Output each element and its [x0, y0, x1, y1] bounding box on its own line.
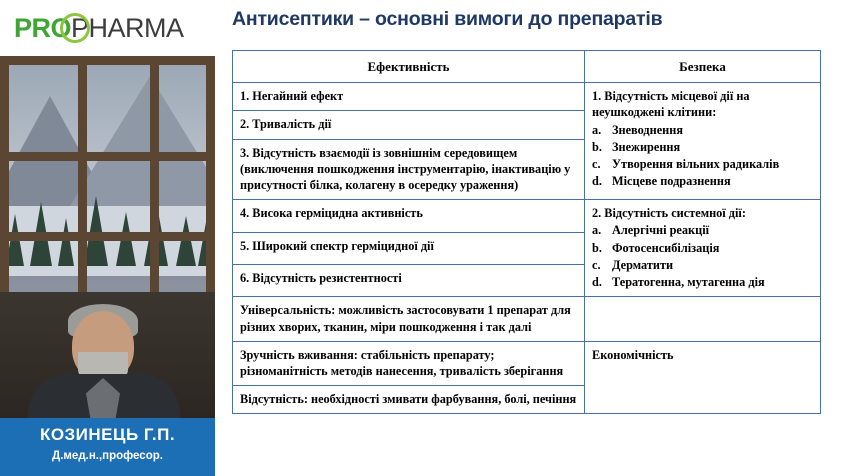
table-row: [233, 83, 821, 111]
column-header-safety: Безпека: [585, 51, 821, 83]
table-row: [233, 200, 821, 232]
cell-efficacy-5: 5. Широкий спектр гермiцидної дії: [233, 232, 585, 264]
list-marker: a.: [592, 122, 602, 137]
list-item: [592, 156, 813, 172]
list-marker: d.: [592, 174, 602, 189]
tree-icon: [176, 216, 196, 266]
cell-efficacy-4: 4. Висока гермiцидна активність: [233, 200, 585, 232]
cell-efficacy-1: 1. Негайний ефект: [233, 83, 585, 111]
list-item: [592, 173, 813, 189]
cell-efficacy-3: 3. Відсутність взаємодії із зовнішнім середовищем (виключення пошкодження інструментарію, інактивацію у присутності білка, колагену в осередку ураження): [233, 139, 585, 200]
cell-efficacy-2: 2. Тривалість дії: [233, 111, 585, 139]
list-marker: c.: [592, 157, 601, 172]
list-text: Фотосенсибілізація: [612, 240, 720, 255]
tree-line: [0, 166, 215, 276]
list-marker: d.: [592, 275, 602, 290]
column-header-efficacy: Ефективність: [233, 51, 585, 83]
list-text: Тератогенна, мутагенна дія: [612, 275, 765, 290]
table-row: [233, 297, 821, 341]
list-text: Знежирення: [612, 139, 681, 154]
list-item: [592, 274, 813, 290]
window-frame-bar: [0, 56, 9, 316]
requirements-table: [232, 50, 821, 414]
table-row: [233, 341, 821, 385]
tree-icon: [84, 196, 108, 266]
cell-convenience: Зручність вживання: стабільність препарату; різноманітність методів нанесення, тривалість зберігання: [233, 341, 585, 385]
video-panel: [0, 0, 215, 476]
logo-circle-icon: [60, 13, 90, 43]
list-text: Місцеве подразнення: [612, 174, 731, 189]
logo-pro-text: PRO: [14, 12, 72, 43]
list-item: [592, 122, 813, 138]
cell-universality: Універсальність: можливість застосовувати 1 препарат для різних хворих, тканин, міри пошкодження і так далі: [233, 297, 585, 341]
brand-logo: [0, 0, 215, 56]
list-marker: c.: [592, 257, 601, 272]
list-item: [592, 240, 813, 256]
list-marker: b.: [592, 240, 602, 255]
safety-2-heading: 2. Відсутність системної дії:: [592, 206, 746, 221]
list-item: [592, 257, 813, 273]
cell-efficacy-6: 6. Відсутність резистентності: [233, 264, 585, 296]
cell-safety-empty: [585, 297, 821, 341]
cell-safety-2: [585, 200, 821, 297]
tree-icon: [58, 218, 74, 266]
list-item: [592, 222, 813, 238]
window-frame-bar: [0, 56, 215, 65]
window-frame-bar: [0, 152, 215, 161]
list-text: Дерматити: [612, 257, 674, 272]
page-title: Антисептики – основні вимоги до препаратів: [232, 8, 663, 30]
window-frame-bar: [150, 56, 159, 316]
slide-content: [215, 0, 850, 476]
list-item: [592, 139, 813, 155]
cell-economy: Економічність: [585, 341, 821, 414]
list-marker: a.: [592, 223, 602, 238]
cell-safety-1: [585, 83, 821, 200]
list-marker: b.: [592, 139, 602, 154]
speaker-name: КОЗИНЕЦЬ Г.П.: [39, 425, 176, 444]
speaker-nameplate: [0, 418, 215, 476]
video-scene: [0, 56, 215, 476]
logo-wordmark: [14, 13, 184, 44]
safety-1-list: [592, 122, 813, 190]
list-text: Алергічні реакції: [612, 223, 710, 238]
list-text: Утворення вільних радикалів: [612, 157, 780, 172]
list-text: Зневоднення: [612, 122, 683, 137]
window-frame-bar: [206, 56, 215, 316]
logo-pharma-text: PHARMA: [71, 12, 184, 43]
safety-1-heading: 1. Відсутність місцевої дії на неушкоджені клітини:: [592, 89, 750, 120]
safety-2-list: [592, 222, 813, 290]
cell-absence: Відсутність: необхідності змивати фарбування, болі, печіння: [233, 386, 585, 414]
speaker-title: Д.мед.н.,професор.: [52, 450, 163, 462]
window-frame-bar: [78, 56, 87, 316]
table-header-row: [233, 51, 821, 83]
window-frame-bar: [0, 232, 215, 241]
